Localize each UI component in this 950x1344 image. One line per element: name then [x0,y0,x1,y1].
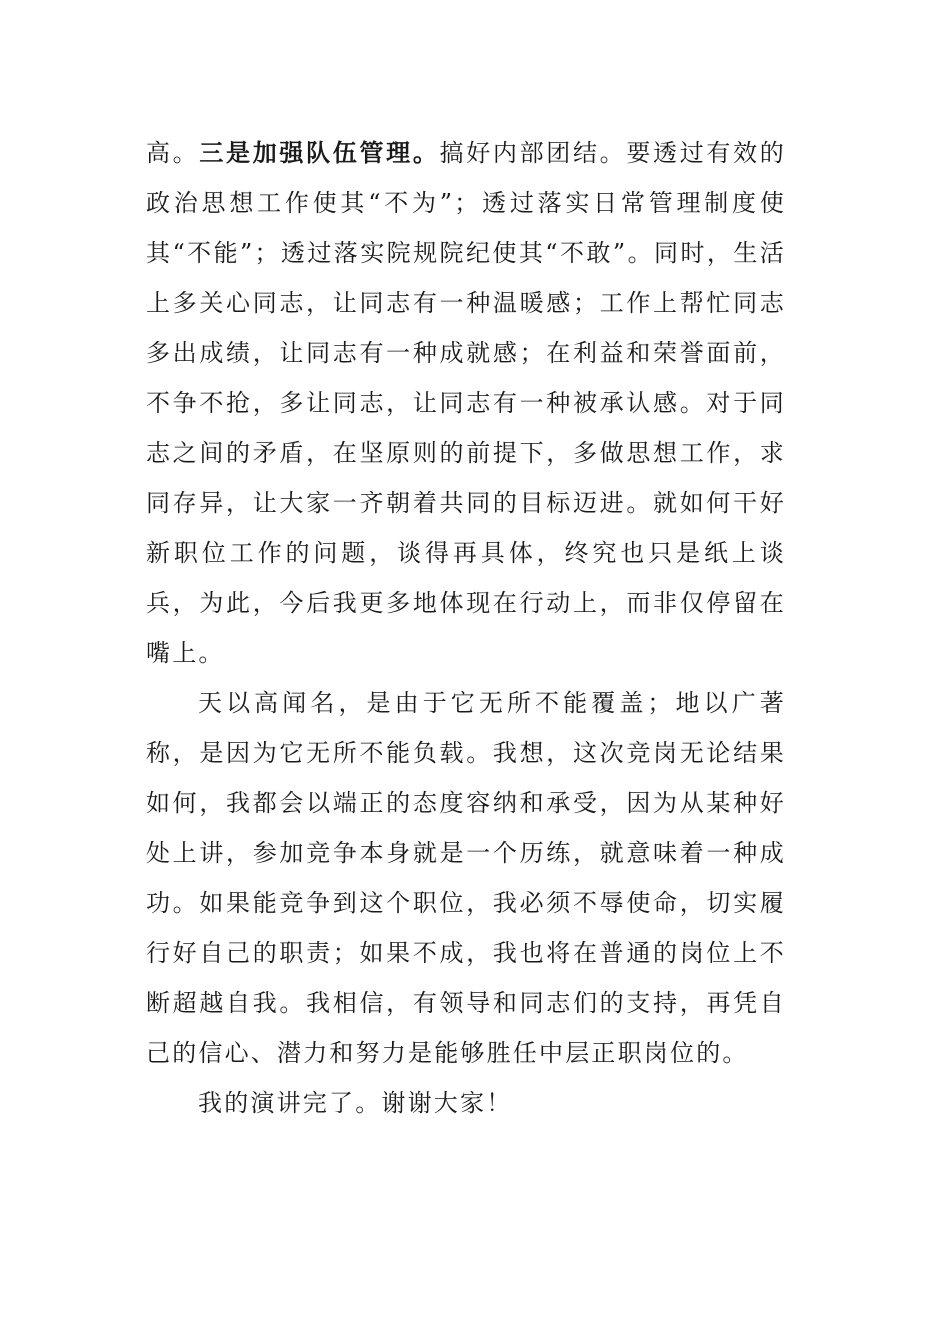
paragraph-continuation [146,128,786,678]
paragraph-heading-phrase: 三是加强队伍管理。 [199,138,440,167]
paragraph-thanks: 我的演讲完了。谢谢大家！ [198,1089,513,1117]
document-body [146,128,786,1128]
paragraph-text: 搞好内部团结。要透过有效的政治思想工作使其“不为”；透过落实日常管理制度使其“不能”；透过落实院规院纪使其“不敢”。同时，生活上多关心同志，让同志有一种温暖感；工作上帮忙同志多出成绩，让同志有一种成就感；在利益和荣誉面前，不争不抢，多让同志，让同志有一种被承认感。对于同志之间的矛盾，在坚原则的前提下，多做思想工作，求同存异，让大家一齐朝着共同的目标迈进。就如何干好新职位工作的问题，谈得再具体，终究也只是纸上谈兵，为此，今后我更多地体现在行动上，而非仅停留在嘴上。 [146,139,786,667]
paragraph-lead: 高。 [146,139,200,167]
paragraph-closing-statement: 天以高闻名，是由于它无所不能覆盖；地以广著称，是因为它无所不能负载。我想，这次竞岗无论结果如何，我都会以端正的态度容纳和承受，因为从某种好处上讲，参加竞争本身就是一个历练，就意味着一种成功。如果能竞争到这个职位，我必须不辱使命，切实履行好自己的职责；如果不成，我也将在普通的岗位上不断超越自我。我相信，有领导和同志们的支持，再凭自己的信心、潜力和努力是能够胜任中层正职岗位的。 [146,689,786,1067]
